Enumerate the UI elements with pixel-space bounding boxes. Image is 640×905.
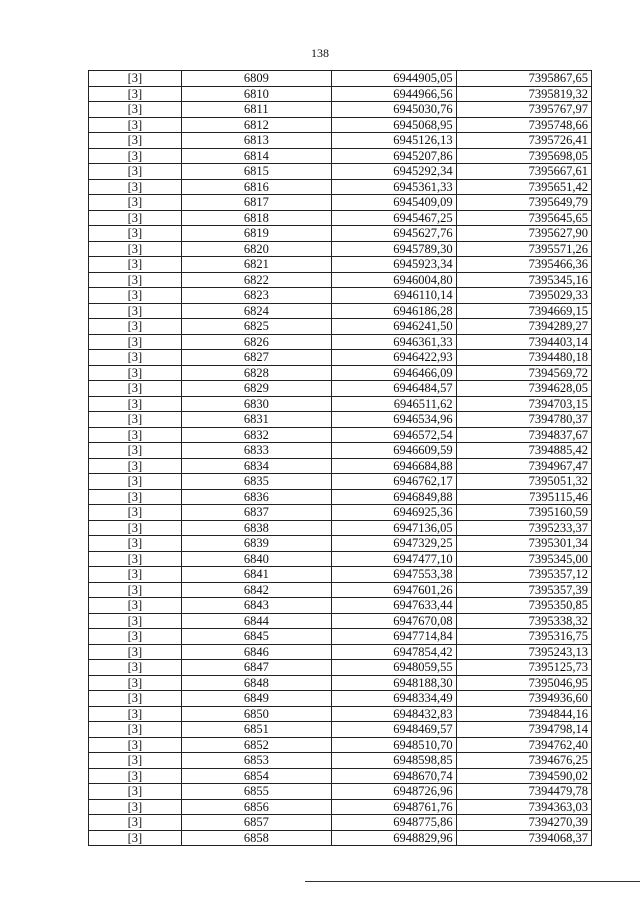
- point-number-cell: 6834: [181, 458, 331, 474]
- reference-cell: [3]: [89, 226, 182, 242]
- point-number-cell: 6858: [181, 830, 331, 846]
- table-row: [89, 691, 592, 707]
- point-number-cell: 6809: [181, 71, 331, 87]
- table-row: [89, 505, 592, 521]
- footer-rule: [305, 881, 640, 882]
- x-coordinate-cell: 6946534,96: [331, 412, 456, 428]
- y-coordinate-cell: 7394885,42: [456, 443, 591, 459]
- table-row: [89, 272, 592, 288]
- x-coordinate-cell: 6946609,59: [331, 443, 456, 459]
- y-coordinate-cell: 7394967,47: [456, 458, 591, 474]
- table-row: [89, 117, 592, 133]
- reference-cell: [3]: [89, 288, 182, 304]
- reference-cell: [3]: [89, 102, 182, 118]
- point-number-cell: 6841: [181, 567, 331, 583]
- x-coordinate-cell: 6948059,55: [331, 660, 456, 676]
- y-coordinate-cell: 7395029,33: [456, 288, 591, 304]
- point-number-cell: 6835: [181, 474, 331, 490]
- y-coordinate-cell: 7394936,60: [456, 691, 591, 707]
- point-number-cell: 6846: [181, 644, 331, 660]
- y-coordinate-cell: 7395867,65: [456, 71, 591, 87]
- point-number-cell: 6856: [181, 799, 331, 815]
- point-number-cell: 6845: [181, 629, 331, 645]
- reference-cell: [3]: [89, 675, 182, 691]
- coordinates-table-body: [89, 71, 592, 846]
- reference-cell: [3]: [89, 303, 182, 319]
- table-row: [89, 334, 592, 350]
- point-number-cell: 6853: [181, 753, 331, 769]
- point-number-cell: 6842: [181, 582, 331, 598]
- x-coordinate-cell: 6948775,86: [331, 815, 456, 831]
- y-coordinate-cell: 7395338,32: [456, 613, 591, 629]
- point-number-cell: 6854: [181, 768, 331, 784]
- table-row: [89, 288, 592, 304]
- y-coordinate-cell: 7395115,46: [456, 489, 591, 505]
- x-coordinate-cell: 6947670,08: [331, 613, 456, 629]
- reference-cell: [3]: [89, 799, 182, 815]
- x-coordinate-cell: 6948670,74: [331, 768, 456, 784]
- reference-cell: [3]: [89, 753, 182, 769]
- reference-cell: [3]: [89, 319, 182, 335]
- table-row: [89, 520, 592, 536]
- point-number-cell: 6829: [181, 381, 331, 397]
- reference-cell: [3]: [89, 195, 182, 211]
- table-row: [89, 582, 592, 598]
- x-coordinate-cell: 6946004,80: [331, 272, 456, 288]
- point-number-cell: 6844: [181, 613, 331, 629]
- y-coordinate-cell: 7394762,40: [456, 737, 591, 753]
- x-coordinate-cell: 6946361,33: [331, 334, 456, 350]
- table-row: [89, 133, 592, 149]
- x-coordinate-cell: 6948469,57: [331, 722, 456, 738]
- x-coordinate-cell: 6946110,14: [331, 288, 456, 304]
- table-row: [89, 830, 592, 846]
- y-coordinate-cell: 7394676,25: [456, 753, 591, 769]
- point-number-cell: 6811: [181, 102, 331, 118]
- table-row: [89, 102, 592, 118]
- x-coordinate-cell: 6945292,34: [331, 164, 456, 180]
- reference-cell: [3]: [89, 737, 182, 753]
- reference-cell: [3]: [89, 660, 182, 676]
- point-number-cell: 6852: [181, 737, 331, 753]
- point-number-cell: 6855: [181, 784, 331, 800]
- table-row: [89, 303, 592, 319]
- table-row: [89, 350, 592, 366]
- table-row: [89, 164, 592, 180]
- y-coordinate-cell: 7395357,39: [456, 582, 591, 598]
- x-coordinate-cell: 6944966,56: [331, 86, 456, 102]
- x-coordinate-cell: 6947329,25: [331, 536, 456, 552]
- reference-cell: [3]: [89, 210, 182, 226]
- reference-cell: [3]: [89, 148, 182, 164]
- table-row: [89, 427, 592, 443]
- reference-cell: [3]: [89, 164, 182, 180]
- table-row: [89, 210, 592, 226]
- table-row: [89, 319, 592, 335]
- reference-cell: [3]: [89, 551, 182, 567]
- y-coordinate-cell: 7395357,12: [456, 567, 591, 583]
- reference-cell: [3]: [89, 350, 182, 366]
- table-row: [89, 722, 592, 738]
- table-row: [89, 396, 592, 412]
- table-row: [89, 567, 592, 583]
- x-coordinate-cell: 6948761,76: [331, 799, 456, 815]
- x-coordinate-cell: 6948829,96: [331, 830, 456, 846]
- y-coordinate-cell: 7394403,14: [456, 334, 591, 350]
- x-coordinate-cell: 6945207,86: [331, 148, 456, 164]
- x-coordinate-cell: 6946422,93: [331, 350, 456, 366]
- x-coordinate-cell: 6946186,28: [331, 303, 456, 319]
- table-row: [89, 675, 592, 691]
- y-coordinate-cell: 7395233,37: [456, 520, 591, 536]
- point-number-cell: 6827: [181, 350, 331, 366]
- x-coordinate-cell: 6945789,30: [331, 241, 456, 257]
- point-number-cell: 6813: [181, 133, 331, 149]
- y-coordinate-cell: 7394780,37: [456, 412, 591, 428]
- reference-cell: [3]: [89, 815, 182, 831]
- table-row: [89, 598, 592, 614]
- point-number-cell: 6833: [181, 443, 331, 459]
- point-number-cell: 6832: [181, 427, 331, 443]
- y-coordinate-cell: 7394703,15: [456, 396, 591, 412]
- y-coordinate-cell: 7395651,42: [456, 179, 591, 195]
- x-coordinate-cell: 6945627,76: [331, 226, 456, 242]
- y-coordinate-cell: 7395767,97: [456, 102, 591, 118]
- reference-cell: [3]: [89, 644, 182, 660]
- reference-cell: [3]: [89, 396, 182, 412]
- table-row: [89, 536, 592, 552]
- y-coordinate-cell: 7394068,37: [456, 830, 591, 846]
- y-coordinate-cell: 7394569,72: [456, 365, 591, 381]
- reference-cell: [3]: [89, 520, 182, 536]
- table-row: [89, 815, 592, 831]
- table-row: [89, 551, 592, 567]
- x-coordinate-cell: 6945923,34: [331, 257, 456, 273]
- reference-cell: [3]: [89, 505, 182, 521]
- x-coordinate-cell: 6946241,50: [331, 319, 456, 335]
- point-number-cell: 6831: [181, 412, 331, 428]
- table-row: [89, 195, 592, 211]
- x-coordinate-cell: 6945361,33: [331, 179, 456, 195]
- reference-cell: [3]: [89, 458, 182, 474]
- y-coordinate-cell: 7394669,15: [456, 303, 591, 319]
- x-coordinate-cell: 6946484,57: [331, 381, 456, 397]
- x-coordinate-cell: 6947553,38: [331, 567, 456, 583]
- y-coordinate-cell: 7394837,67: [456, 427, 591, 443]
- table-row: [89, 737, 592, 753]
- point-number-cell: 6824: [181, 303, 331, 319]
- y-coordinate-cell: 7395046,95: [456, 675, 591, 691]
- x-coordinate-cell: 6947477,10: [331, 551, 456, 567]
- point-number-cell: 6848: [181, 675, 331, 691]
- point-number-cell: 6810: [181, 86, 331, 102]
- x-coordinate-cell: 6947136,05: [331, 520, 456, 536]
- x-coordinate-cell: 6946511,62: [331, 396, 456, 412]
- table-row: [89, 365, 592, 381]
- table-row: [89, 458, 592, 474]
- reference-cell: [3]: [89, 86, 182, 102]
- x-coordinate-cell: 6948334,49: [331, 691, 456, 707]
- reference-cell: [3]: [89, 133, 182, 149]
- table-row: [89, 71, 592, 87]
- table-row: [89, 148, 592, 164]
- x-coordinate-cell: 6947633,44: [331, 598, 456, 614]
- point-number-cell: 6838: [181, 520, 331, 536]
- page-number: 138: [311, 46, 329, 60]
- reference-cell: [3]: [89, 629, 182, 645]
- y-coordinate-cell: 7394590,02: [456, 768, 591, 784]
- table-row: [89, 629, 592, 645]
- point-number-cell: 6837: [181, 505, 331, 521]
- x-coordinate-cell: 6946466,09: [331, 365, 456, 381]
- point-number-cell: 6815: [181, 164, 331, 180]
- reference-cell: [3]: [89, 706, 182, 722]
- point-number-cell: 6821: [181, 257, 331, 273]
- point-number-cell: 6826: [181, 334, 331, 350]
- reference-cell: [3]: [89, 117, 182, 133]
- table-row: [89, 753, 592, 769]
- y-coordinate-cell: 7394480,18: [456, 350, 591, 366]
- reference-cell: [3]: [89, 71, 182, 87]
- coordinates-table: [88, 70, 592, 846]
- reference-cell: [3]: [89, 427, 182, 443]
- reference-cell: [3]: [89, 272, 182, 288]
- table-row: [89, 706, 592, 722]
- y-coordinate-cell: 7395345,00: [456, 551, 591, 567]
- point-number-cell: 6823: [181, 288, 331, 304]
- point-number-cell: 6850: [181, 706, 331, 722]
- y-coordinate-cell: 7395316,75: [456, 629, 591, 645]
- reference-cell: [3]: [89, 768, 182, 784]
- y-coordinate-cell: 7395125,73: [456, 660, 591, 676]
- y-coordinate-cell: 7395819,32: [456, 86, 591, 102]
- x-coordinate-cell: 6945030,76: [331, 102, 456, 118]
- table-row: [89, 412, 592, 428]
- y-coordinate-cell: 7395645,65: [456, 210, 591, 226]
- x-coordinate-cell: 6945068,95: [331, 117, 456, 133]
- point-number-cell: 6839: [181, 536, 331, 552]
- x-coordinate-cell: 6948432,83: [331, 706, 456, 722]
- x-coordinate-cell: 6948598,85: [331, 753, 456, 769]
- table-row: [89, 660, 592, 676]
- table-row: [89, 241, 592, 257]
- table-row: [89, 86, 592, 102]
- table-row: [89, 644, 592, 660]
- y-coordinate-cell: 7395726,41: [456, 133, 591, 149]
- x-coordinate-cell: 6946572,54: [331, 427, 456, 443]
- y-coordinate-cell: 7395667,61: [456, 164, 591, 180]
- table-row: [89, 799, 592, 815]
- point-number-cell: 6816: [181, 179, 331, 195]
- point-number-cell: 6819: [181, 226, 331, 242]
- x-coordinate-cell: 6945409,09: [331, 195, 456, 211]
- point-number-cell: 6828: [181, 365, 331, 381]
- y-coordinate-cell: 7395345,16: [456, 272, 591, 288]
- point-number-cell: 6840: [181, 551, 331, 567]
- y-coordinate-cell: 7395649,79: [456, 195, 591, 211]
- y-coordinate-cell: 7394270,39: [456, 815, 591, 831]
- reference-cell: [3]: [89, 691, 182, 707]
- point-number-cell: 6851: [181, 722, 331, 738]
- x-coordinate-cell: 6946849,88: [331, 489, 456, 505]
- point-number-cell: 6830: [181, 396, 331, 412]
- reference-cell: [3]: [89, 567, 182, 583]
- y-coordinate-cell: 7394479,78: [456, 784, 591, 800]
- x-coordinate-cell: 6947601,26: [331, 582, 456, 598]
- y-coordinate-cell: 7394798,14: [456, 722, 591, 738]
- point-number-cell: 6847: [181, 660, 331, 676]
- y-coordinate-cell: 7395571,26: [456, 241, 591, 257]
- x-coordinate-cell: 6947714,84: [331, 629, 456, 645]
- x-coordinate-cell: 6948188,30: [331, 675, 456, 691]
- y-coordinate-cell: 7394628,05: [456, 381, 591, 397]
- x-coordinate-cell: 6946762,17: [331, 474, 456, 490]
- y-coordinate-cell: 7395698,05: [456, 148, 591, 164]
- reference-cell: [3]: [89, 365, 182, 381]
- table-row: [89, 489, 592, 505]
- y-coordinate-cell: 7395466,36: [456, 257, 591, 273]
- y-coordinate-cell: 7394844,16: [456, 706, 591, 722]
- y-coordinate-cell: 7395748,66: [456, 117, 591, 133]
- point-number-cell: 6814: [181, 148, 331, 164]
- point-number-cell: 6822: [181, 272, 331, 288]
- reference-cell: [3]: [89, 443, 182, 459]
- table-row: [89, 257, 592, 273]
- x-coordinate-cell: 6945126,13: [331, 133, 456, 149]
- y-coordinate-cell: 7395051,32: [456, 474, 591, 490]
- x-coordinate-cell: 6946684,88: [331, 458, 456, 474]
- reference-cell: [3]: [89, 613, 182, 629]
- x-coordinate-cell: 6948510,70: [331, 737, 456, 753]
- point-number-cell: 6857: [181, 815, 331, 831]
- reference-cell: [3]: [89, 474, 182, 490]
- point-number-cell: 6818: [181, 210, 331, 226]
- reference-cell: [3]: [89, 381, 182, 397]
- point-number-cell: 6843: [181, 598, 331, 614]
- reference-cell: [3]: [89, 241, 182, 257]
- point-number-cell: 6849: [181, 691, 331, 707]
- x-coordinate-cell: 6947854,42: [331, 644, 456, 660]
- table-row: [89, 768, 592, 784]
- point-number-cell: 6825: [181, 319, 331, 335]
- x-coordinate-cell: 6948726,96: [331, 784, 456, 800]
- table-row: [89, 226, 592, 242]
- table-row: [89, 443, 592, 459]
- reference-cell: [3]: [89, 598, 182, 614]
- reference-cell: [3]: [89, 334, 182, 350]
- y-coordinate-cell: 7395301,34: [456, 536, 591, 552]
- reference-cell: [3]: [89, 784, 182, 800]
- y-coordinate-cell: 7395160,59: [456, 505, 591, 521]
- table-row: [89, 381, 592, 397]
- x-coordinate-cell: 6945467,25: [331, 210, 456, 226]
- point-number-cell: 6817: [181, 195, 331, 211]
- y-coordinate-cell: 7395627,90: [456, 226, 591, 242]
- y-coordinate-cell: 7394289,27: [456, 319, 591, 335]
- reference-cell: [3]: [89, 582, 182, 598]
- reference-cell: [3]: [89, 830, 182, 846]
- reference-cell: [3]: [89, 179, 182, 195]
- reference-cell: [3]: [89, 412, 182, 428]
- y-coordinate-cell: 7395243,13: [456, 644, 591, 660]
- y-coordinate-cell: 7395350,85: [456, 598, 591, 614]
- reference-cell: [3]: [89, 257, 182, 273]
- y-coordinate-cell: 7394363,03: [456, 799, 591, 815]
- reference-cell: [3]: [89, 722, 182, 738]
- point-number-cell: 6820: [181, 241, 331, 257]
- reference-cell: [3]: [89, 536, 182, 552]
- table-row: [89, 179, 592, 195]
- table-row: [89, 474, 592, 490]
- table-row: [89, 784, 592, 800]
- reference-cell: [3]: [89, 489, 182, 505]
- table-row: [89, 613, 592, 629]
- x-coordinate-cell: 6944905,05: [331, 71, 456, 87]
- point-number-cell: 6812: [181, 117, 331, 133]
- x-coordinate-cell: 6946925,36: [331, 505, 456, 521]
- point-number-cell: 6836: [181, 489, 331, 505]
